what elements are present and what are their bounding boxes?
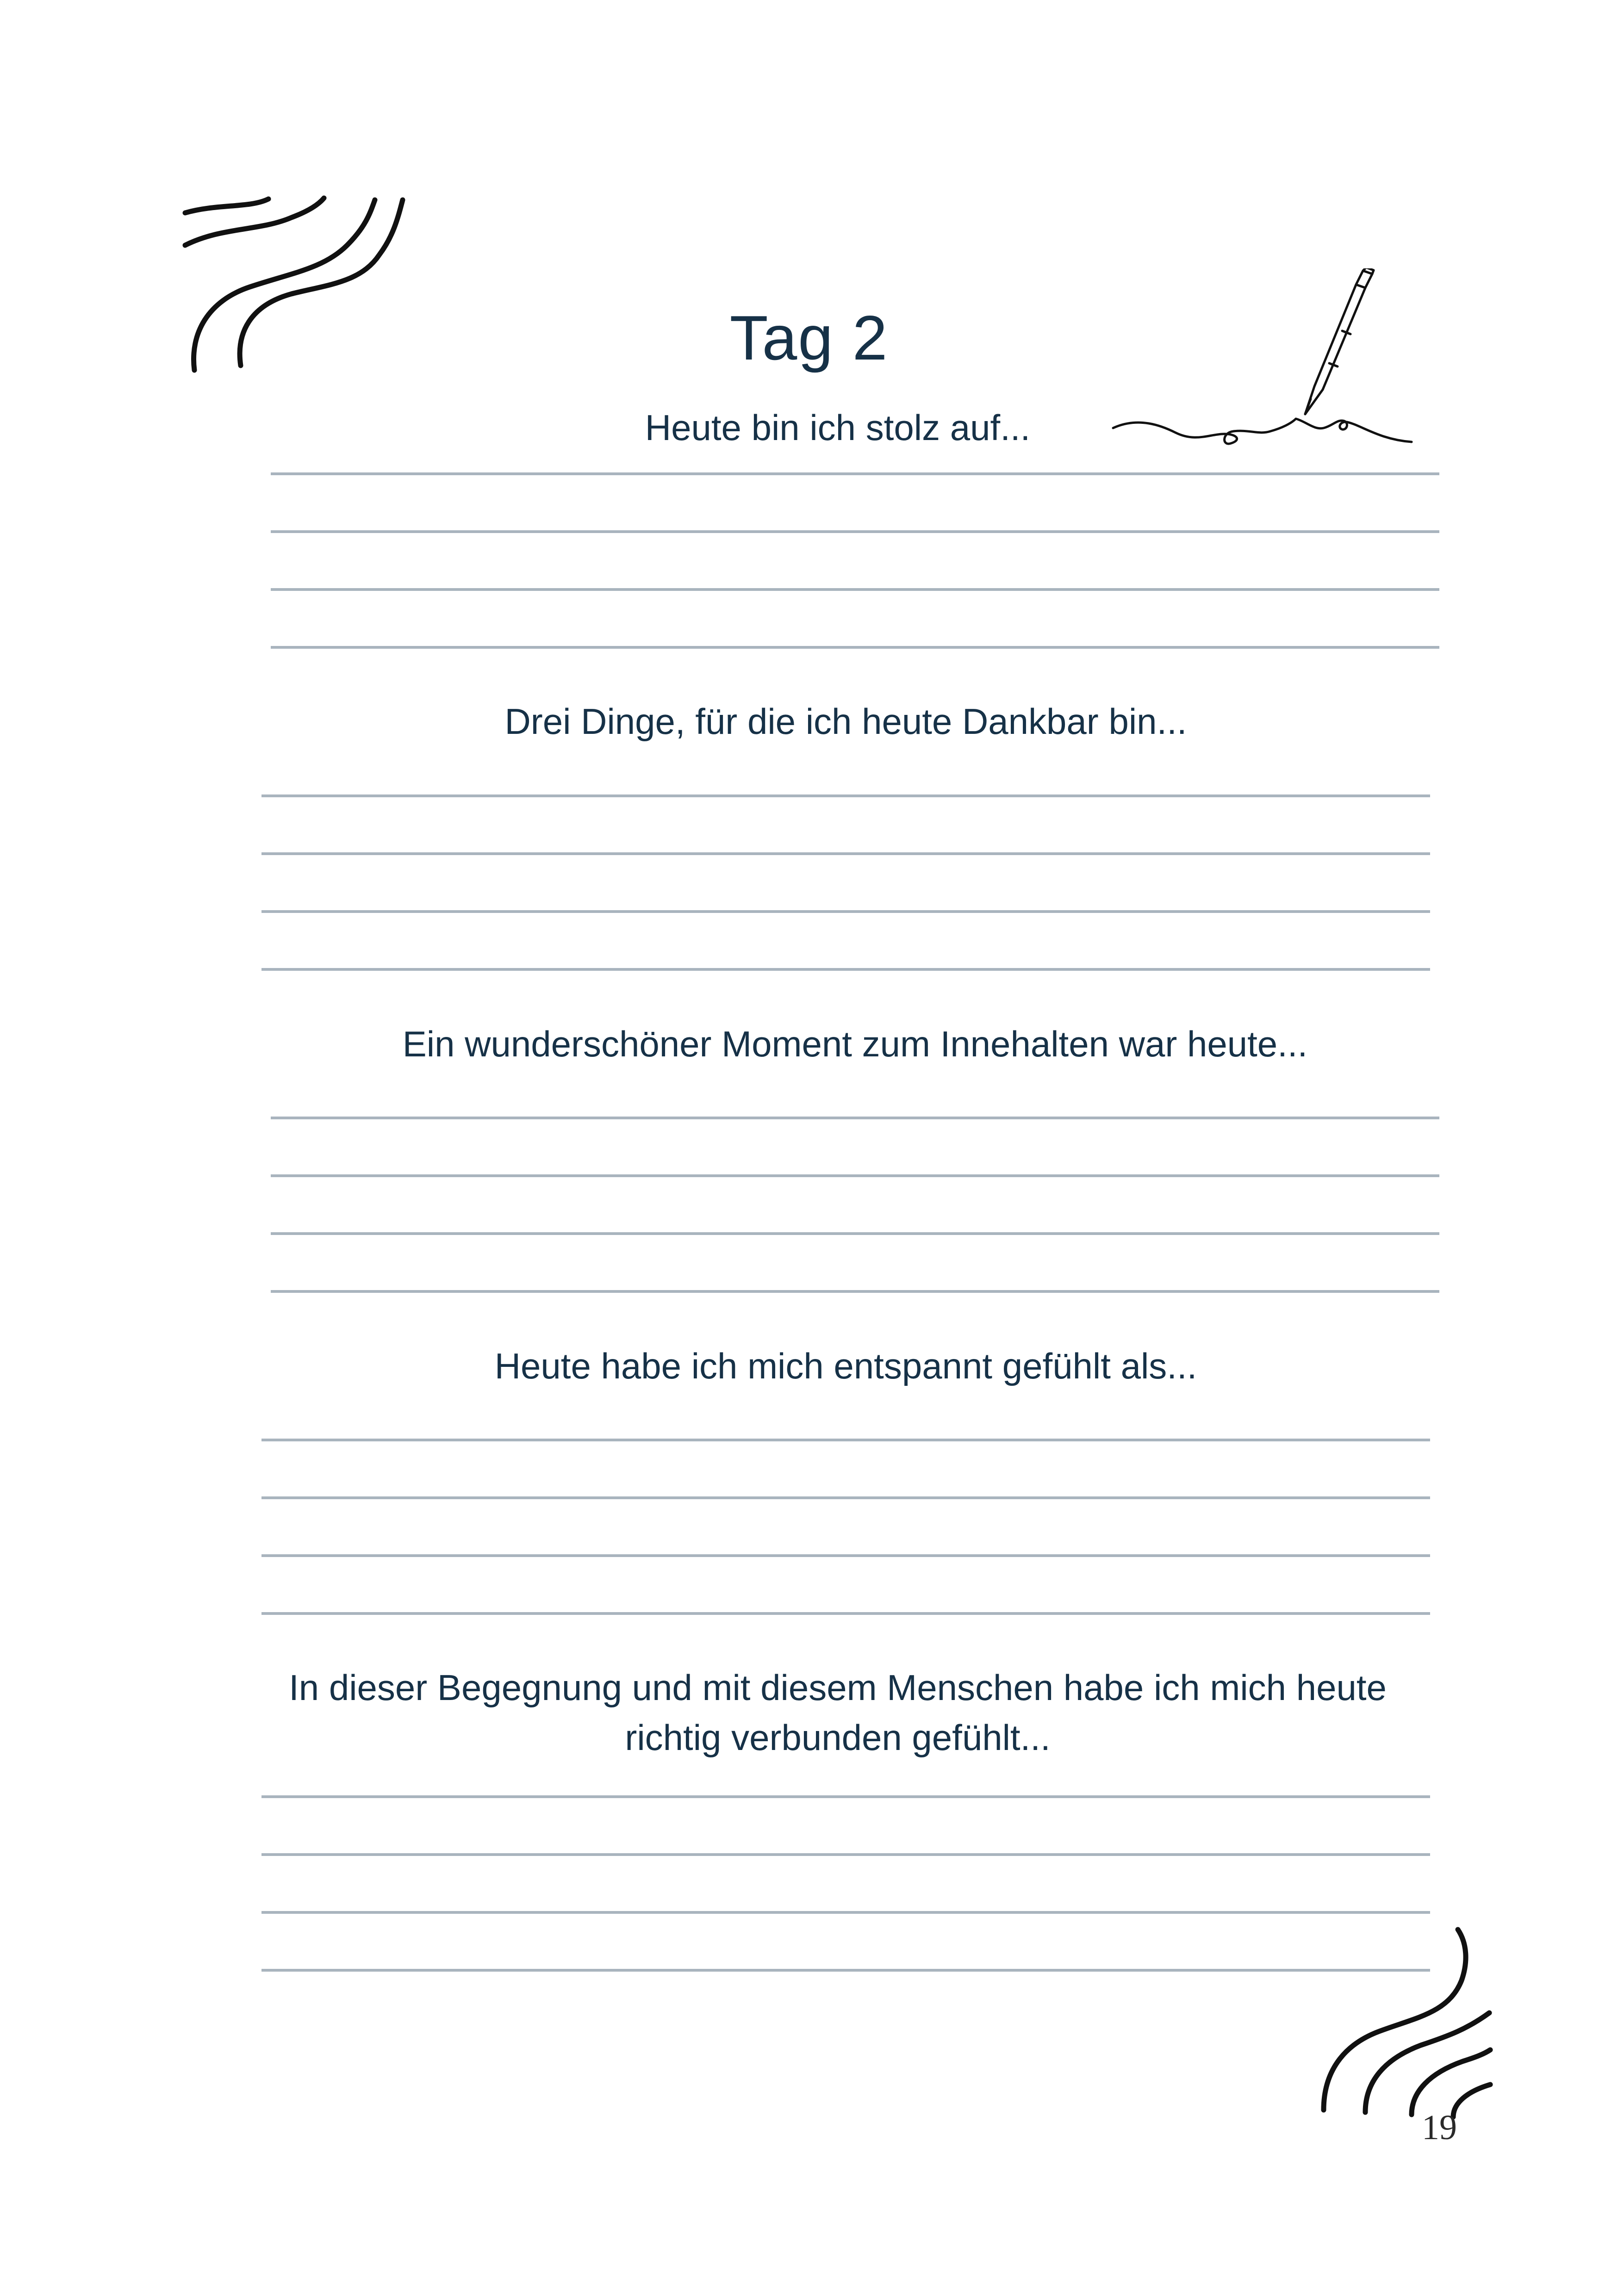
writing-line[interactable] <box>261 910 1430 913</box>
writing-line[interactable] <box>271 646 1439 649</box>
writing-line[interactable] <box>261 1853 1430 1856</box>
writing-line[interactable] <box>271 1232 1439 1235</box>
writing-line[interactable] <box>271 1174 1439 1177</box>
writing-line[interactable] <box>261 852 1430 855</box>
writing-line[interactable] <box>261 1554 1430 1557</box>
writing-line[interactable] <box>261 968 1430 971</box>
writing-line[interactable] <box>271 530 1439 533</box>
writing-line[interactable] <box>261 1911 1430 1914</box>
writing-line[interactable] <box>261 1439 1430 1441</box>
writing-line[interactable] <box>271 1117 1439 1119</box>
writing-line[interactable] <box>261 1496 1430 1499</box>
page-title: Tag 2 <box>729 303 889 373</box>
writing-line[interactable] <box>261 1969 1430 1972</box>
section-prompt-3: Ein wunderschöner Moment zum Innehalten war heute... <box>402 1024 1308 1064</box>
page-number: 19 <box>1422 2108 1457 2147</box>
writing-line[interactable] <box>271 472 1439 475</box>
writing-line[interactable] <box>261 794 1430 797</box>
wave-lines-decoration-bottom-right <box>1314 1925 1500 2119</box>
section-prompt-4: Heute habe ich mich entspannt gefühlt als... <box>494 1346 1197 1386</box>
writing-line[interactable] <box>261 1795 1430 1798</box>
writing-line[interactable] <box>261 1612 1430 1615</box>
writing-line[interactable] <box>271 588 1439 591</box>
section-prompt-5: In dieser Begegnung und mit diesem Menschen habe ich mich heute richtig verbunden gefühlt... <box>289 1667 1387 1758</box>
writing-line[interactable] <box>271 1290 1439 1293</box>
section-prompt-1: Heute bin ich stolz auf... <box>645 407 1031 448</box>
section-prompt-2: Drei Dinge, für die ich heute Dankbar bin... <box>504 701 1187 742</box>
